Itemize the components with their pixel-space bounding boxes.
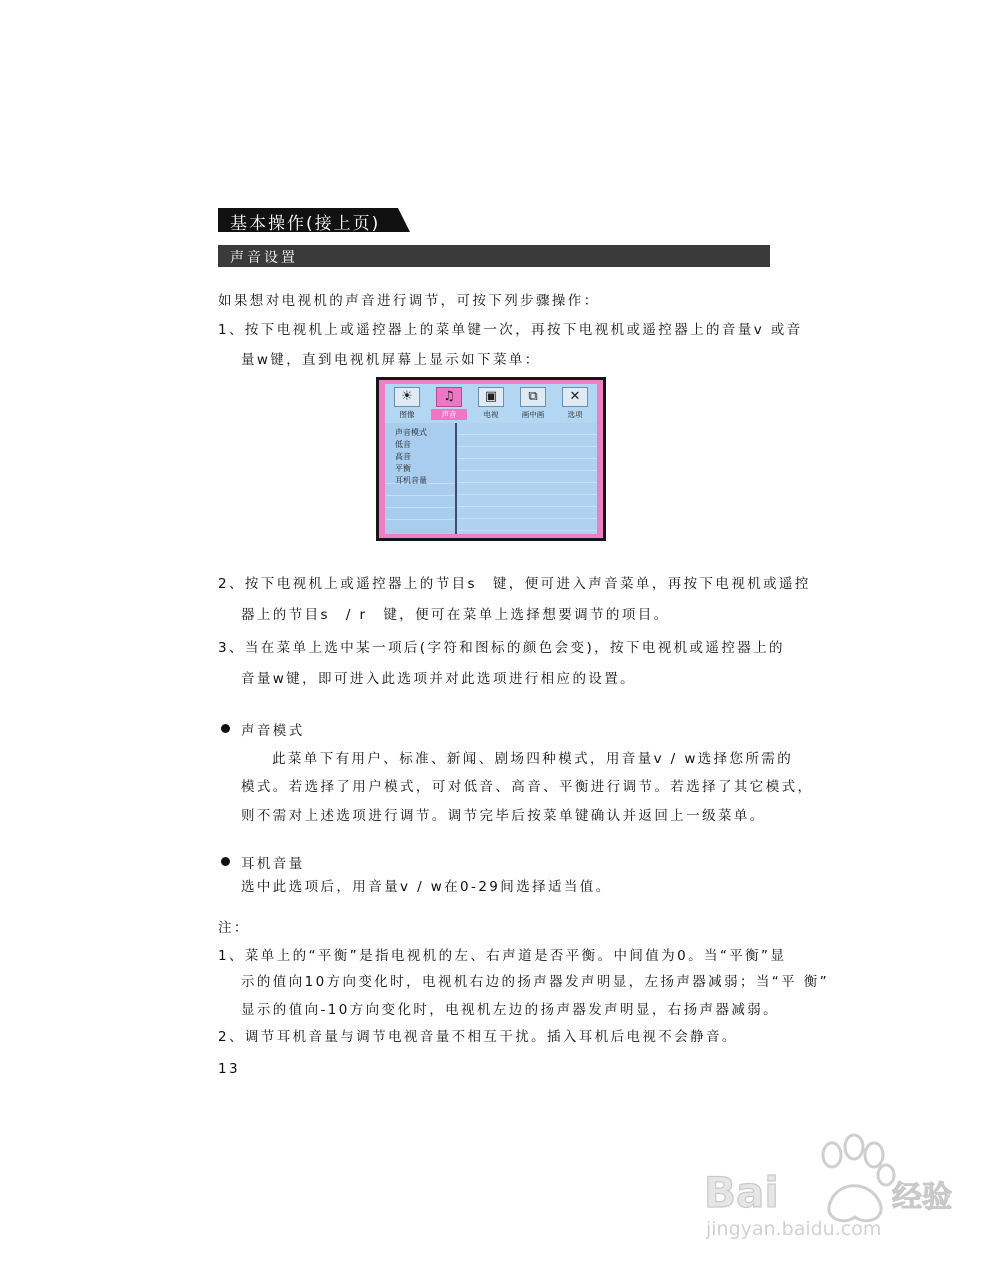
page-number: 13 <box>218 1061 240 1077</box>
svg-text:Bai: Bai <box>704 1168 779 1217</box>
tv-option-bass: 低音 <box>395 440 411 449</box>
tv-tab-sound: ♫ 声音 <box>431 387 467 420</box>
step-1-line-2: 量w键，直到电视机屏幕上显示如下菜单： <box>241 352 541 368</box>
tv-icon: ▣ <box>484 389 498 404</box>
note-line-1: 1、菜单上的“平衡”是指电视机的左、右声道是否平衡。中间值为0。当“平衡”显 <box>218 948 787 964</box>
svg-text:jingyan.baidu.com: jingyan.baidu.com <box>706 1218 882 1240</box>
tv-menu-tab-row <box>385 384 597 423</box>
section-title-bar <box>218 245 770 267</box>
section-title: 声音设置 <box>230 250 298 266</box>
intro-text: 如果想对电视机的声音进行调节，可按下列步骤操作： <box>218 293 600 309</box>
bullet-sound-mode-line-1: 此菜单下有用户、标准、新闻、剧场四种模式，用音量v / w选择您所需的 <box>272 751 794 767</box>
tv-tab-options: ✕ 选项 <box>557 387 593 420</box>
tv-sound-menu-screenshot <box>376 377 606 541</box>
step-2-line-2: 器上的节目s / r 键，便可在菜单上选择想要调节的项目。 <box>241 607 670 623</box>
bullet-dot <box>221 857 230 866</box>
note-label: 注： <box>218 920 250 936</box>
page-heading <box>218 208 410 232</box>
tv-tab-picture: ☀ 图像 <box>389 387 425 420</box>
bullet-sound-mode-line-3: 则不需对上述选项进行调节。调节完毕后按菜单键确认并返回上一级菜单。 <box>241 808 766 824</box>
bullet-headphone-line-1: 选中此选项后，用音量v / w在0-29间选择适当值。 <box>241 879 612 895</box>
page-heading-text: 基本操作(接上页) <box>230 214 381 234</box>
sound-icon: ♫ <box>443 389 455 404</box>
step-1-line-1: 1、按下电视机上或遥控器上的菜单键一次，再按下电视机或遥控器上的音量v 或音 <box>218 322 803 338</box>
tv-option-treble: 高音 <box>395 452 411 461</box>
step-3-line-2: 音量w键，即可进入此选项并对此选项进行相应的设置。 <box>241 671 637 687</box>
bullet-headphone-title: 耳机音量 <box>241 856 305 872</box>
baidu-jingyan-watermark <box>700 1125 960 1245</box>
tv-option-balance: 平衡 <box>395 464 411 473</box>
bullet-sound-mode-title: 声音模式 <box>241 723 305 739</box>
note-line-2: 示的值向10方向变化时，电视机右边的扬声器发声明显，左扬声器减弱；当“平 衡” <box>241 974 830 990</box>
tv-tab-tv: ▣ 电视 <box>473 387 509 420</box>
tv-menu-value-panel <box>457 423 597 534</box>
bullet-dot <box>221 724 230 733</box>
tv-menu-option-list <box>385 423 457 534</box>
note-line-3: 显示的值向-10方向变化时，电视机左边的扬声器发声明显，右扬声器减弱。 <box>241 1002 780 1018</box>
svg-text:经验: 经验 <box>892 1180 952 1215</box>
tv-tab-pip: ⧉ 画中画 <box>521 389 545 419</box>
svg-text:du: du <box>838 1190 870 1215</box>
bullet-sound-mode-line-2: 模式。若选择了用户模式，可对低音、高音、平衡进行调节。若选择了其它模式， <box>241 779 814 795</box>
picture-icon: ☀ <box>401 389 413 404</box>
pip-icon: ⧉ <box>528 389 538 404</box>
step-2-line-1: 2、按下电视机上或遥控器上的节目s 键，便可进入声音菜单，再按下电视机或遥控 <box>218 576 811 592</box>
options-icon: ✕ <box>569 389 581 404</box>
tv-option-headphone-volume: 耳机音量 <box>395 476 427 485</box>
tv-option-sound-mode: 声音模式 <box>395 428 427 437</box>
step-3-line-1: 3、当在菜单上选中某一项后(字符和图标的颜色会变)，按下电视机或遥控器上的 <box>218 640 785 656</box>
note-line-4: 2、调节耳机音量与调节电视音量不相互干扰。插入耳机后电视不会静音。 <box>218 1029 738 1045</box>
